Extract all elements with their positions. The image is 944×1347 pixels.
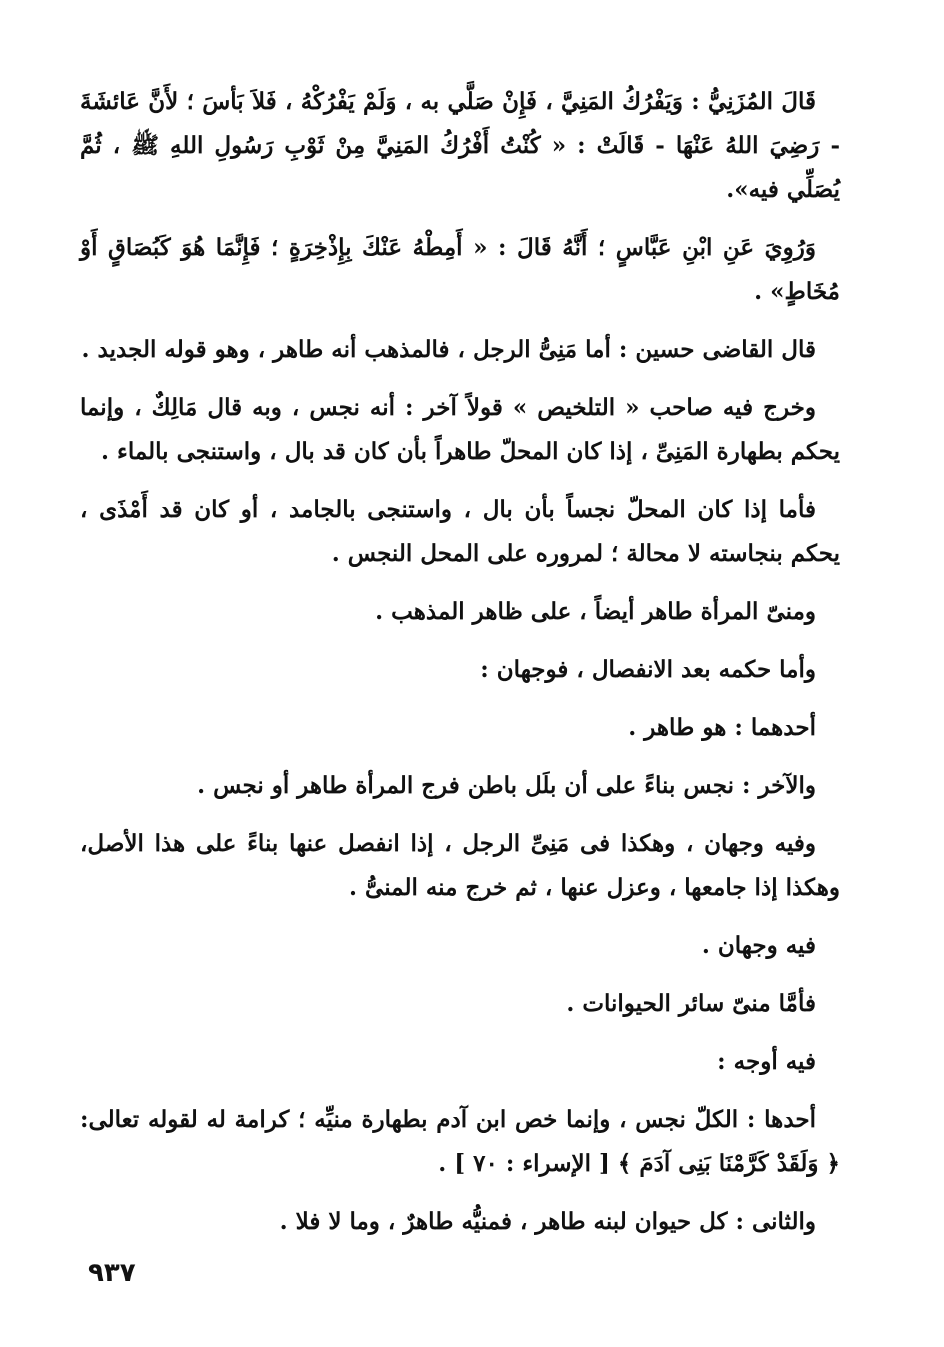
paragraph-after-separation: وأما حكمه بعد الانفصال ، فوجهان : [480,656,816,683]
paragraph-talkhis: وخرج فيه صاحب « التلخيص » قولاً آخر : أنه نجس ، وبه قال مَالِكٌ ، وإنما يحكم بطهارة المَنِىِّ ، إذا كان المحلّ طاهراً بأن كان قد بال ، واستنجى بالماء . [80,394,840,465]
page-number: ٩٣٧ [88,1258,136,1288]
paragraph-ibn-abbas: وَرُوِيَ عَنِ ابْنِ عَبَّاسٍ ؛ أَنَّهُ قَالَ : « أَمِطْهُ عَنْكَ بِإِذْخِرَةٍ ؛ فَإِنَّمَا هُوَ كَبُصَاقٍ أَوْ مُخَاطٍ» . [80,234,840,305]
paragraph-woman: ومنىّ المرأة طاهر أيضاً ، على ظاهر المذهب . [375,598,816,625]
paragraph-fihi-awjuh: فيه أوجه : [717,1048,816,1075]
paragraph-first-view: أحدهما : هو طاهر . [628,714,816,741]
paragraph-najis-mahal: فأما إذا كان المحلّ نجساً بأن بال ، واستنجى بالجامد ، أو كان قد أَمْذَى ، يحكم بنجاسته لا محالة ؛ لمروره على المحل النجس . [80,496,840,567]
paragraph-first-opinion: أحدها : الكلّ نجس ، وإنما خص ابن آدم بطهارة منيِّه ؛ كرامة له لقوله تعالى: ﴿ وَلَقَدْ كَرَّمْنَا بَنِى آدَمَ ﴾ [ الإسراء : ٧٠ ] . [80,1106,840,1177]
paragraph-qadi-husayn: قال القاضى حسين : أما مَنِىُّ الرجل ، فالمذهب أنه طاهر ، وهو قوله الجديد . [81,336,816,363]
paragraph-second-view: والآخر : نجس بناءً على أن بلَل باطن فرج المرأة طاهر أو نجس . [197,772,816,799]
paragraph-muzani: قَالَ المُزَنِيُّ : وَيَفْرُكُ المَنِيَّ ، فَإِنْ صَلَّي به ، وَلَمْ يَفْرُكْهُ ، فَلاَ بَأسَ ؛ لأَنَّ عَائشَةَ - رَضِيَ اللهُ عَنْهَا - قَالَتْ : « كُنْتُ أَفْرُكُ المَنِيَّ مِنْ ثَوْبِ رَسُولِ اللهِ ﷺ ، ثُمَّ يُصَلِّي فيه». [80,88,840,203]
body-text [80,80,840,1258]
paragraph-fihi-wajhan: فيه وجهان . [701,932,816,959]
paragraph-second-opinion: والثانى : كل حيوان لبنه طاهر ، فمنيُّه طاهرٌ ، وما لا فلا . [279,1208,816,1235]
paragraph-animals: فأمَّا منىّ سائر الحيوانات . [566,990,816,1017]
paragraph-two-views: وفيه وجهان ، وهكذا فى مَنِىِّ الرجل ، إذا انفصل عنها بناءً على هذا الأصل، وهكذا إذا جامعها ، وعزل عنها ، ثم خرج منه المنىُّ . [80,830,840,901]
